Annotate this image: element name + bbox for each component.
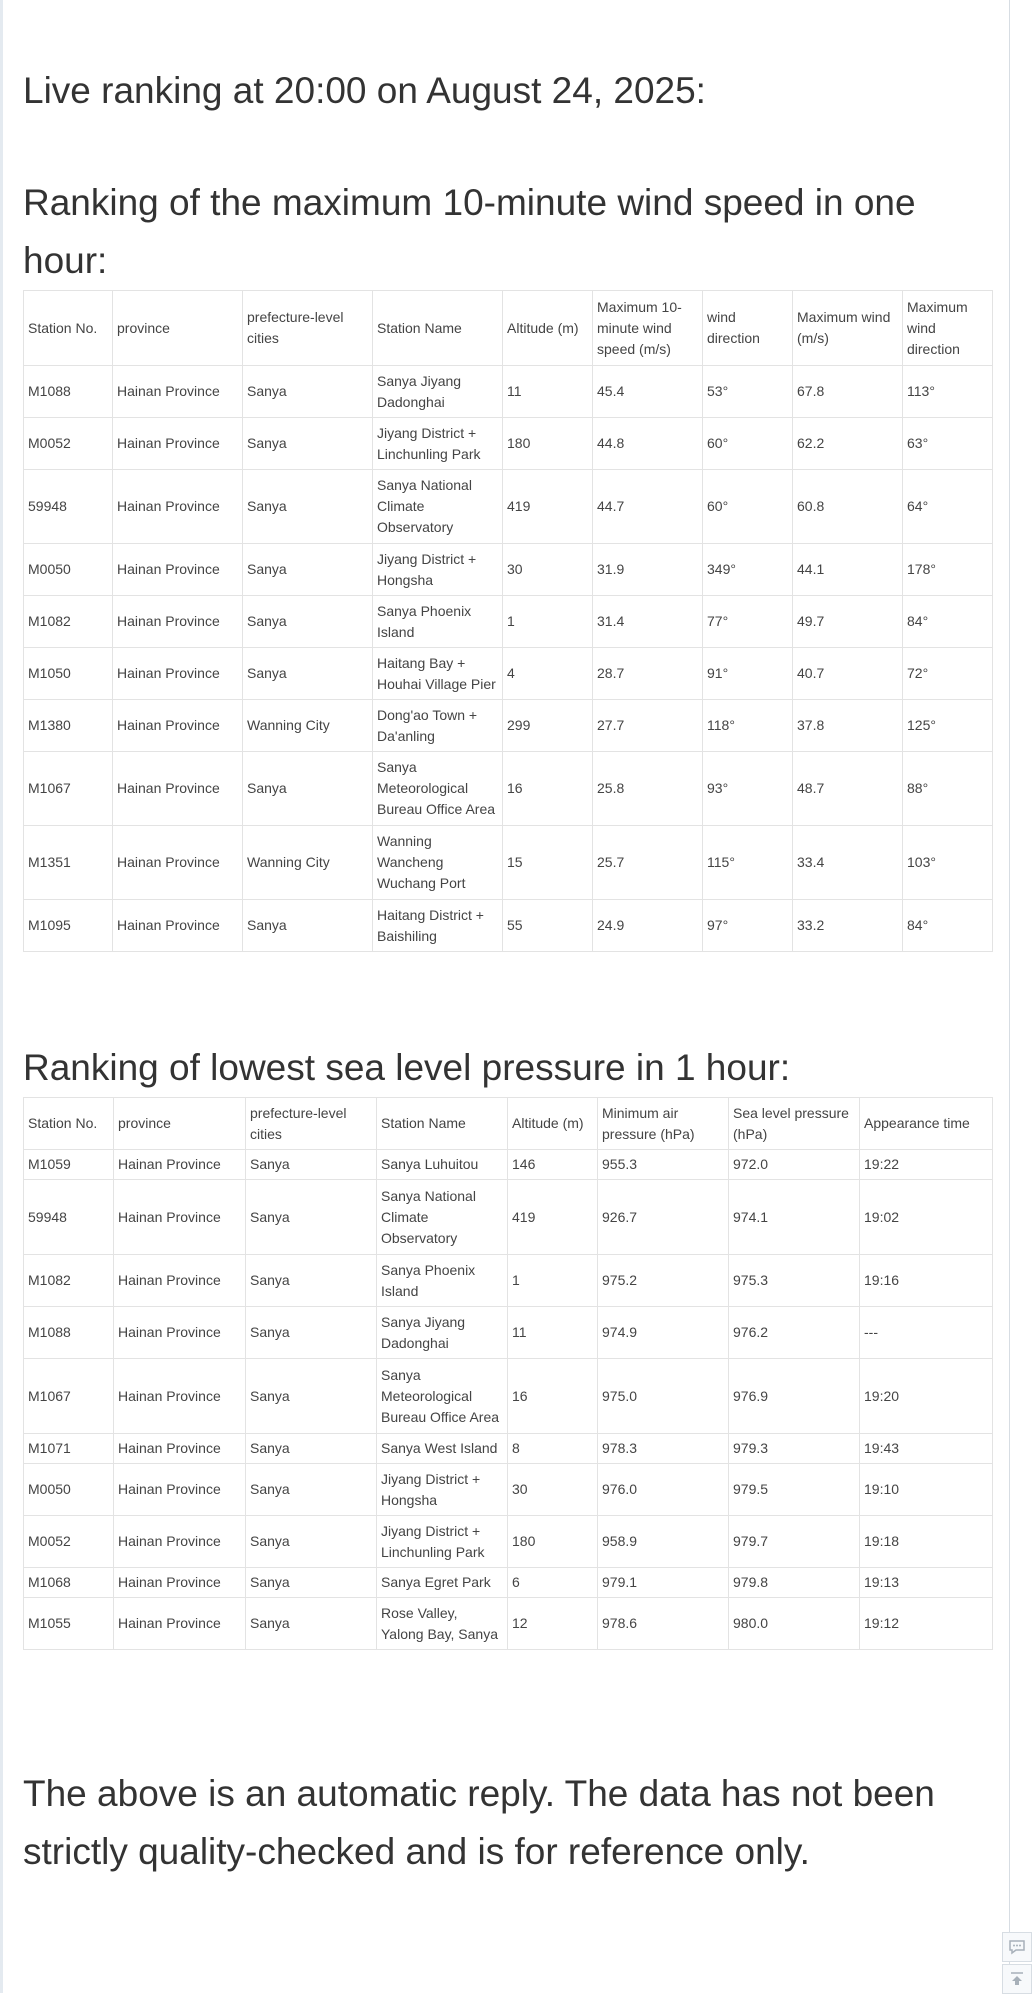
table-cell: 25.8	[593, 752, 703, 826]
table-cell: 11	[503, 366, 593, 418]
table-cell: Sanya	[243, 648, 373, 700]
table-cell: 975.3	[729, 1255, 860, 1307]
column-header: Sea level pressure (hPa)	[729, 1098, 860, 1150]
column-header: prefecture-level cities	[243, 291, 373, 366]
column-header: Maximum 10-minute wind speed (m/s)	[593, 291, 703, 366]
table-cell: 19:22	[860, 1150, 993, 1180]
table-cell: Sanya	[246, 1359, 377, 1434]
column-header: wind direction	[703, 291, 793, 366]
table-cell: Hainan Province	[113, 900, 243, 952]
table-cell: 974.1	[729, 1180, 860, 1255]
table-cell: 958.9	[598, 1516, 729, 1568]
table-cell: Sanya	[243, 752, 373, 826]
table-cell: Sanya National Climate Observatory	[373, 470, 503, 544]
table-row	[24, 1359, 993, 1434]
table-cell: Sanya	[243, 418, 373, 470]
table-cell: 72°	[903, 648, 993, 700]
table-cell: M0050	[24, 544, 113, 596]
automatic-reply-note: The above is an automatic reply. The data has not been strictly quality-checked and is for reference only.	[23, 1773, 935, 1872]
table-cell: Sanya	[246, 1255, 377, 1307]
table-cell: Hainan Province	[114, 1464, 246, 1516]
table-cell: 8	[508, 1434, 598, 1464]
table-cell: 976.9	[729, 1359, 860, 1434]
table-cell: 974.9	[598, 1307, 729, 1359]
table-cell: Hainan Province	[114, 1307, 246, 1359]
table-cell: Sanya	[243, 900, 373, 952]
table-cell: 77°	[703, 596, 793, 648]
table-cell: 59948	[24, 470, 113, 544]
table-row	[24, 826, 993, 900]
column-header: Maximum wind (m/s)	[793, 291, 903, 366]
table-cell: M1082	[24, 596, 113, 648]
table-cell: Hainan Province	[114, 1568, 246, 1598]
table-cell: Sanya National Climate Observatory	[377, 1180, 508, 1255]
table-cell: 44.7	[593, 470, 703, 544]
table-cell: 25.7	[593, 826, 703, 900]
table-cell: 180	[508, 1516, 598, 1568]
column-header: Station No.	[24, 291, 113, 366]
table-cell: 27.7	[593, 700, 703, 752]
table-cell: 979.1	[598, 1568, 729, 1598]
column-header: Altitude (m)	[503, 291, 593, 366]
table-cell: 19:13	[860, 1568, 993, 1598]
table-cell: 980.0	[729, 1598, 860, 1650]
pressure-ranking-table	[23, 1097, 993, 1650]
table-cell: Hainan Province	[113, 470, 243, 544]
table-cell: M1095	[24, 900, 113, 952]
table-cell: 979.5	[729, 1464, 860, 1516]
table-cell: Jiyang District + Hongsha	[377, 1464, 508, 1516]
table-cell: 979.8	[729, 1568, 860, 1598]
table-cell: M1082	[24, 1255, 114, 1307]
table-cell: 299	[503, 700, 593, 752]
table-cell: Hainan Province	[114, 1359, 246, 1434]
table-cell: 93°	[703, 752, 793, 826]
table-header-row	[24, 291, 993, 366]
table-cell: 30	[508, 1464, 598, 1516]
table-cell: 972.0	[729, 1150, 860, 1180]
table-cell: Sanya	[246, 1568, 377, 1598]
table-cell: 19:18	[860, 1516, 993, 1568]
table-cell: M0050	[24, 1464, 114, 1516]
table-row	[24, 700, 993, 752]
table-cell: 63°	[903, 418, 993, 470]
table-cell: Sanya	[243, 596, 373, 648]
table-row	[24, 1568, 993, 1598]
table-cell: M0052	[24, 1516, 114, 1568]
table-cell: Sanya	[246, 1150, 377, 1180]
table-cell: 419	[503, 470, 593, 544]
table-cell: M1380	[24, 700, 113, 752]
table-cell: Sanya	[246, 1516, 377, 1568]
table-cell: 31.9	[593, 544, 703, 596]
table-row	[24, 1516, 993, 1568]
table-cell: 53°	[703, 366, 793, 418]
column-header: Station Name	[377, 1098, 508, 1150]
table-cell: 19:02	[860, 1180, 993, 1255]
floating-toolbar	[1002, 1932, 1030, 1996]
table-cell: 125°	[903, 700, 993, 752]
table-cell: ---	[860, 1307, 993, 1359]
comment-button[interactable]	[1002, 1932, 1032, 1962]
table-cell: 55	[503, 900, 593, 952]
comment-icon	[1008, 1939, 1026, 1955]
table-cell: 978.6	[598, 1598, 729, 1650]
table-row	[24, 900, 993, 952]
table-cell: 97°	[703, 900, 793, 952]
table-cell: Hainan Province	[114, 1180, 246, 1255]
table-cell: 118°	[703, 700, 793, 752]
table-header-row	[24, 1098, 993, 1150]
table-cell: 64°	[903, 470, 993, 544]
table-cell: Sanya Jiyang Dadonghai	[373, 366, 503, 418]
table-cell: 19:20	[860, 1359, 993, 1434]
table-cell: Hainan Province	[114, 1255, 246, 1307]
table-cell: 4	[503, 648, 593, 700]
table-cell: 84°	[903, 596, 993, 648]
table-cell: M1059	[24, 1150, 114, 1180]
column-header: province	[114, 1098, 246, 1150]
table-cell: 60°	[703, 418, 793, 470]
table-cell: 37.8	[793, 700, 903, 752]
column-header: province	[113, 291, 243, 366]
table-cell: 975.2	[598, 1255, 729, 1307]
table-cell: Rose Valley, Yalong Bay, Sanya	[377, 1598, 508, 1650]
table-cell: Hainan Province	[114, 1434, 246, 1464]
table-cell: 349°	[703, 544, 793, 596]
table-cell: Wanning City	[243, 826, 373, 900]
column-header: Station No.	[24, 1098, 114, 1150]
table-cell: Sanya Phoenix Island	[377, 1255, 508, 1307]
table-row	[24, 1464, 993, 1516]
table-cell: Jiyang District + Linchunling Park	[377, 1516, 508, 1568]
back-to-top-button[interactable]	[1002, 1964, 1032, 1994]
column-header: Maximum wind direction	[903, 291, 993, 366]
table-row	[24, 418, 993, 470]
table-cell: 31.4	[593, 596, 703, 648]
table-cell: Sanya Jiyang Dadonghai	[377, 1307, 508, 1359]
table-row	[24, 470, 993, 544]
table-cell: Hainan Province	[113, 596, 243, 648]
table-cell: Hainan Province	[113, 752, 243, 826]
table-cell: Hainan Province	[113, 544, 243, 596]
table-cell: 115°	[703, 826, 793, 900]
table-cell: 979.3	[729, 1434, 860, 1464]
table-cell: Sanya	[246, 1180, 377, 1255]
table-cell: 976.0	[598, 1464, 729, 1516]
table-cell: Dong'ao Town + Da'anling	[373, 700, 503, 752]
table-cell: Hainan Province	[113, 366, 243, 418]
table-cell: 40.7	[793, 648, 903, 700]
table-cell: Hainan Province	[113, 826, 243, 900]
table-cell: 44.8	[593, 418, 703, 470]
table-row	[24, 1180, 993, 1255]
column-header: Altitude (m)	[508, 1098, 598, 1150]
table-cell: Sanya	[246, 1434, 377, 1464]
column-header: prefecture-level cities	[246, 1098, 377, 1150]
table-cell: M1088	[24, 1307, 114, 1359]
table-row	[24, 752, 993, 826]
table-cell: 926.7	[598, 1180, 729, 1255]
table-row	[24, 366, 993, 418]
table-cell: 84°	[903, 900, 993, 952]
table-cell: 976.2	[729, 1307, 860, 1359]
table-cell: 19:43	[860, 1434, 993, 1464]
table-cell: 1	[508, 1255, 598, 1307]
table-cell: Hainan Province	[113, 418, 243, 470]
table-cell: Jiyang District + Linchunling Park	[373, 418, 503, 470]
table-cell: 178°	[903, 544, 993, 596]
table-cell: 180	[503, 418, 593, 470]
table-cell: M1067	[24, 1359, 114, 1434]
table-cell: M0052	[24, 418, 113, 470]
table-cell: 15	[503, 826, 593, 900]
table-cell: Wanning Wancheng Wuchang Port	[373, 826, 503, 900]
table-cell: Sanya Meteorological Bureau Office Area	[377, 1359, 508, 1434]
table-cell: 16	[503, 752, 593, 826]
table-cell: Sanya	[246, 1307, 377, 1359]
table-cell: 59948	[24, 1180, 114, 1255]
column-header: Minimum air pressure (hPa)	[598, 1098, 729, 1150]
table-cell: Hainan Province	[114, 1150, 246, 1180]
table-row	[24, 544, 993, 596]
table-cell: Hainan Province	[114, 1598, 246, 1650]
table-cell: 978.3	[598, 1434, 729, 1464]
table-row	[24, 1150, 993, 1180]
column-header: Station Name	[373, 291, 503, 366]
table-cell: M1351	[24, 826, 113, 900]
wind-ranking-table	[23, 290, 993, 952]
table-cell: 30	[503, 544, 593, 596]
table-cell: M1071	[24, 1434, 114, 1464]
table-cell: 12	[508, 1598, 598, 1650]
table-cell: 979.7	[729, 1516, 860, 1568]
table-cell: 19:16	[860, 1255, 993, 1307]
pressure-ranking-heading: Ranking of lowest sea level pressure in 1 hour:	[23, 1047, 791, 1088]
table-cell: Hainan Province	[113, 648, 243, 700]
table-cell: 103°	[903, 826, 993, 900]
table-cell: 33.4	[793, 826, 903, 900]
table-cell: Haitang Bay + Houhai Village Pier	[373, 648, 503, 700]
table-cell: Sanya	[243, 544, 373, 596]
right-sidebar-strip	[1009, 0, 1032, 1993]
table-cell: 62.2	[793, 418, 903, 470]
table-cell: 60°	[703, 470, 793, 544]
table-cell: 1	[503, 596, 593, 648]
table-cell: Sanya Luhuitou	[377, 1150, 508, 1180]
post-content	[23, 0, 992, 1881]
table-row	[24, 1307, 993, 1359]
table-cell: Hainan Province	[113, 700, 243, 752]
table-cell: 60.8	[793, 470, 903, 544]
live-ranking-heading: Live ranking at 20:00 on August 24, 2025:	[23, 70, 706, 111]
table-cell: 6	[508, 1568, 598, 1598]
table-row	[24, 596, 993, 648]
table-cell: 146	[508, 1150, 598, 1180]
table-cell: Sanya	[246, 1598, 377, 1650]
table-cell: 45.4	[593, 366, 703, 418]
table-cell: 44.1	[793, 544, 903, 596]
table-cell: Sanya Phoenix Island	[373, 596, 503, 648]
back-to-top-icon	[1009, 1971, 1025, 1987]
table-cell: 28.7	[593, 648, 703, 700]
table-cell: 88°	[903, 752, 993, 826]
table-cell: 67.8	[793, 366, 903, 418]
table-cell: Sanya Egret Park	[377, 1568, 508, 1598]
table-cell: Sanya	[246, 1464, 377, 1516]
table-cell: Sanya	[243, 470, 373, 544]
table-cell: Hainan Province	[114, 1516, 246, 1568]
table-cell: 24.9	[593, 900, 703, 952]
table-cell: 16	[508, 1359, 598, 1434]
table-cell: Wanning City	[243, 700, 373, 752]
table-cell: 975.0	[598, 1359, 729, 1434]
table-cell: Sanya Meteorological Bureau Office Area	[373, 752, 503, 826]
table-cell: 49.7	[793, 596, 903, 648]
table-cell: 48.7	[793, 752, 903, 826]
table-cell: Jiyang District + Hongsha	[373, 544, 503, 596]
table-cell: 19:12	[860, 1598, 993, 1650]
table-cell: 19:10	[860, 1464, 993, 1516]
table-cell: 11	[508, 1307, 598, 1359]
table-cell: M1088	[24, 366, 113, 418]
table-cell: M1050	[24, 648, 113, 700]
table-row	[24, 1598, 993, 1650]
table-cell: M1055	[24, 1598, 114, 1650]
wind-ranking-heading: Ranking of the maximum 10-minute wind speed in one hour:	[23, 182, 916, 281]
table-cell: 91°	[703, 648, 793, 700]
column-header: Appearance time	[860, 1098, 993, 1150]
table-cell: 33.2	[793, 900, 903, 952]
table-cell: Haitang District + Baishiling	[373, 900, 503, 952]
table-cell: 113°	[903, 366, 993, 418]
table-row	[24, 1255, 993, 1307]
table-cell: 419	[508, 1180, 598, 1255]
table-row	[24, 648, 993, 700]
table-cell: M1068	[24, 1568, 114, 1598]
table-cell: M1067	[24, 752, 113, 826]
left-border	[0, 0, 3, 1993]
table-cell: 955.3	[598, 1150, 729, 1180]
table-cell: Sanya West Island	[377, 1434, 508, 1464]
table-row	[24, 1434, 993, 1464]
table-cell: Sanya	[243, 366, 373, 418]
